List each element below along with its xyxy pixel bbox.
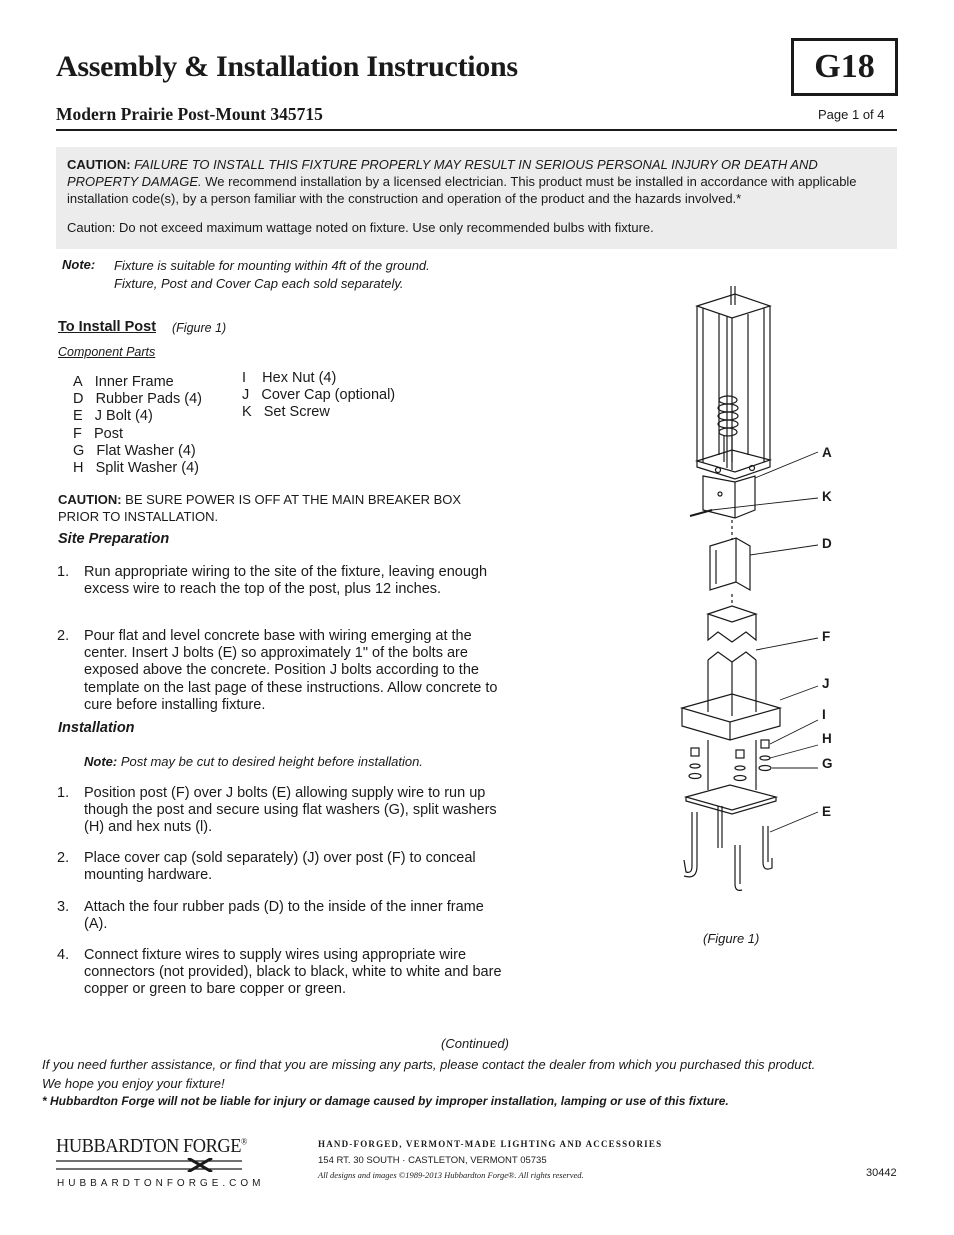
product-subtitle: Modern Prairie Post-Mount 345715 xyxy=(56,104,323,124)
callout-label: I xyxy=(822,707,826,722)
power-caution-text: BE SURE POWER IS OFF AT THE MAIN BREAKER BOX PRIOR TO INSTALLATION. xyxy=(58,492,462,524)
note-line: Fixture is suitable for mounting within 4ft of the ground. xyxy=(114,258,430,273)
post-illustration xyxy=(708,606,818,716)
page-indicator: Page 1 of 4 xyxy=(818,107,885,122)
caution-paragraph xyxy=(67,156,887,207)
list-item: G Flat Washer (4) xyxy=(73,442,196,459)
brand-url: HUBBARDTONFORGE.COM xyxy=(57,1178,265,1189)
parts-list-right xyxy=(242,370,395,422)
step-text: Position post (F) over J bolts (E) allowing supply wire to run up though the post and secure using flat washers (G), split washers (H) and hex nuts (l). xyxy=(84,785,497,836)
step-number: 2. xyxy=(57,850,70,866)
note-label: Note: xyxy=(62,257,96,272)
installation-heading: Installation xyxy=(58,720,135,736)
assistance-text xyxy=(42,1055,912,1093)
callout-label: K xyxy=(822,489,832,504)
step-number: 3. xyxy=(57,899,70,915)
step-text: Pour flat and level concrete base with wiring emerging at the center. Insert J bolts (E) so approximately 1" of the bolts are exposed above the concrete. Position J bolts according to the template on the last page of these instructions. Allow concrete to cure before installing fixture. xyxy=(84,628,498,713)
list-item: J Cover Cap (optional) xyxy=(242,387,396,404)
copyright-notice: All designs and images ©1989-2013 Hubbardton Forge®. All rights reserved. xyxy=(318,1170,584,1180)
list-item: A Inner Frame xyxy=(73,374,174,390)
j-bolts-illustration xyxy=(684,806,818,890)
step-text: Run appropriate wiring to the site of the fixture, leaving enough excess wire to reach the top of the post, plus 12 inches. xyxy=(84,564,488,598)
component-parts-label: Component Parts xyxy=(58,345,156,359)
caution-body: We recommend installation by a licensed electrician. This product must be installed in accordance with applicable installation code(s), by a person familiar with the construction and operation of the product and the hazards involved.* xyxy=(67,174,857,206)
caution-warning: FAILURE TO INSTALL THIS FIXTURE PROPERLY MAY RESULT IN SERIOUS PERSONAL INJURY OR DEATH AND PROPERTY DAMAGE. xyxy=(67,157,818,189)
rubber-pads-illustration xyxy=(710,538,818,590)
parts-list-left xyxy=(73,374,202,477)
step-text: Place cover cap (sold separately) (J) over post (F) to conceal mounting hardware. xyxy=(84,850,476,884)
logo-crossed-bars-icon xyxy=(56,1158,242,1172)
list-item: H Split Washer (4) xyxy=(73,460,199,477)
callout-label: F xyxy=(822,629,831,644)
list-item: K Set Screw xyxy=(242,404,330,421)
list-item: F Post xyxy=(73,425,123,442)
step-number: 2. xyxy=(57,628,70,644)
figure-reference: (Figure 1) xyxy=(172,321,227,335)
caution-label: CAUTION: xyxy=(58,492,122,507)
continued-label: (Continued) xyxy=(441,1036,509,1051)
callout-label: H xyxy=(822,731,832,746)
section-heading-install-post: To Install Post xyxy=(58,319,157,335)
inner-frame-illustration xyxy=(690,286,818,518)
site-prep-heading: Site Preparation xyxy=(58,531,170,547)
step-number: 1. xyxy=(57,564,70,580)
list-item: E J Bolt (4) xyxy=(73,408,153,425)
document-title: Assembly & Installation Instructions xyxy=(56,50,518,83)
cover-cap-illustration xyxy=(682,686,818,740)
callout-label: A xyxy=(822,445,832,460)
installation-note: Note: Post may be cut to desired height before installation. xyxy=(84,754,423,769)
company-address: 154 RT. 30 SOUTH · CASTLETON, VERMONT 05735 xyxy=(318,1155,547,1166)
step-number: 4. xyxy=(57,947,70,963)
brand-logo: HUBBARDTON FORGE® xyxy=(56,1135,247,1157)
wattage-caution: Caution: Do not exceed maximum wattage noted on fixture. Use only recommended bulbs with fixture. xyxy=(67,220,654,235)
list-item: I Hex Nut (4) xyxy=(242,370,337,386)
list-item: D Rubber Pads (4) xyxy=(73,391,202,408)
callout-label: J xyxy=(822,676,830,691)
header-rule xyxy=(56,129,897,131)
step-text: Attach the four rubber pads (D) to the inside of the inner frame (A). xyxy=(84,899,484,933)
exploded-assembly-diagram xyxy=(660,278,860,918)
step-number: 1. xyxy=(57,785,70,801)
document-number: 30442 xyxy=(866,1167,897,1179)
callout-label: G xyxy=(822,756,833,771)
assistance-line: We hope you enjoy your fixture! xyxy=(42,1076,225,1091)
brand-tagline: HAND-FORGED, VERMONT-MADE LIGHTING AND ACCESSORIES xyxy=(318,1139,663,1149)
callout-label: E xyxy=(822,804,832,819)
caution-label: CAUTION: xyxy=(67,157,131,172)
document-code-box: G18 xyxy=(791,38,898,96)
figure-caption: (Figure 1) xyxy=(703,931,760,946)
note-label: Note: xyxy=(84,754,118,769)
step-text: Connect fixture wires to supply wires using appropriate wire connectors (not provided), black to black, white to white and bare copper or green to bare copper or green. xyxy=(84,947,502,998)
note-text xyxy=(114,257,430,293)
power-caution xyxy=(58,491,498,525)
note-line: Fixture, Post and Cover Cap each sold separately. xyxy=(114,276,404,291)
assistance-line: If you need further assistance, or find that you are missing any parts, please contact the dealer from which you purchased this product. xyxy=(42,1057,816,1072)
callout-label: D xyxy=(822,536,832,551)
liability-disclaimer: * Hubbardton Forge will not be liable for injury or damage caused by improper installation, lamping or use of this fixture. xyxy=(42,1094,729,1108)
